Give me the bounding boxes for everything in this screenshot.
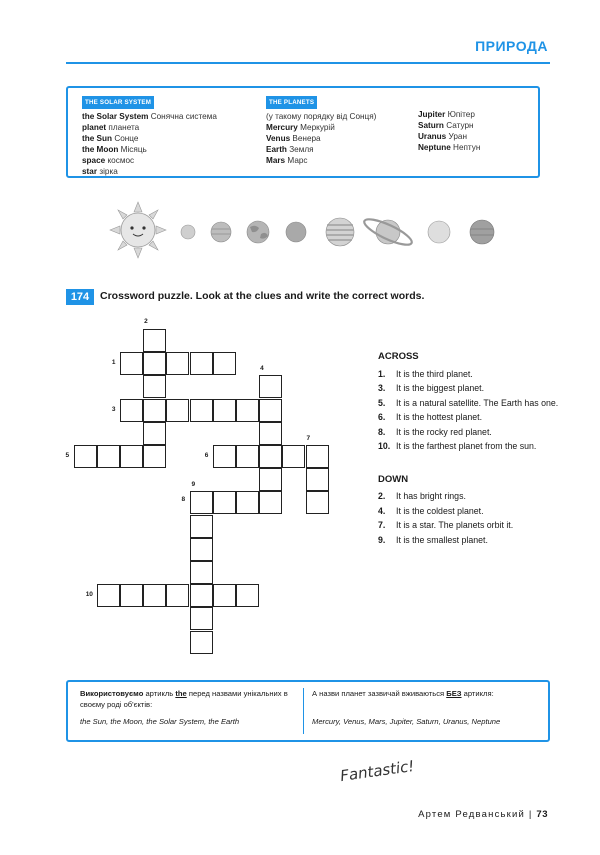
crossword-cell[interactable] bbox=[190, 491, 213, 514]
vocab-en: Saturn bbox=[418, 121, 444, 130]
crossword-clue-number: 10 bbox=[85, 591, 93, 599]
vocab-item bbox=[82, 111, 217, 122]
crossword-cell[interactable] bbox=[97, 584, 120, 607]
venus-icon bbox=[211, 222, 231, 242]
crossword-cell[interactable] bbox=[143, 422, 166, 445]
crossword-cell[interactable] bbox=[143, 399, 166, 422]
vocab-en: space bbox=[82, 156, 106, 165]
planets-illustration bbox=[108, 200, 508, 260]
note-right-text bbox=[312, 689, 542, 700]
crossword-clue-number: 3 bbox=[111, 405, 116, 413]
crossword-cell[interactable] bbox=[259, 399, 282, 422]
crossword-cell[interactable] bbox=[190, 631, 213, 654]
vocab-uk: космос bbox=[107, 156, 135, 165]
clue-text: It is the rocky red planet. bbox=[396, 426, 492, 437]
crossword-cell[interactable] bbox=[166, 399, 189, 422]
vocab-uk: Сонце bbox=[114, 134, 139, 143]
page-number: 73 bbox=[536, 809, 548, 820]
clue-number: 4. bbox=[378, 505, 386, 516]
vocab-en: star bbox=[82, 167, 98, 176]
section-title: ПРИРОДА bbox=[475, 38, 548, 54]
crossword-cell[interactable] bbox=[236, 445, 259, 468]
clue-text: It is the farthest planet from the sun. bbox=[396, 441, 537, 451]
vocab-en: the Sun bbox=[82, 134, 113, 143]
uranus-icon bbox=[428, 221, 450, 243]
vocab-en: the Moon bbox=[82, 145, 119, 154]
crossword-clue-number: 1 bbox=[111, 359, 116, 367]
note-right-example: Mercury, Venus, Mars, Jupiter, Saturn, Uranus, Neptune bbox=[312, 717, 501, 726]
crossword-cell[interactable] bbox=[190, 352, 213, 375]
vocab-planets-note: (у такому порядку від Сонця) bbox=[266, 112, 377, 121]
vocab-en: Earth bbox=[266, 145, 287, 154]
crossword-clue-number: 7 bbox=[306, 435, 311, 442]
vocab-uk: Уран bbox=[448, 132, 467, 141]
vocab-en: Mercury bbox=[266, 123, 298, 132]
crossword-cell[interactable] bbox=[166, 352, 189, 375]
crossword-clue-number: 6 bbox=[204, 452, 209, 459]
clue-text: It is the biggest planet. bbox=[396, 383, 485, 393]
note-left-text bbox=[80, 689, 290, 710]
note-right-emph: БЕЗ bbox=[446, 689, 462, 698]
vocab-item bbox=[418, 120, 480, 131]
vocab-en: the Solar System bbox=[82, 112, 149, 121]
vocab-item bbox=[82, 133, 217, 144]
clue-text: It is the hottest planet. bbox=[396, 412, 483, 422]
crossword-cell[interactable] bbox=[143, 375, 166, 398]
crossword-cell[interactable] bbox=[190, 538, 213, 561]
clue-number: 3. bbox=[378, 383, 386, 393]
vocab-solar-system bbox=[82, 96, 217, 177]
crossword-cell[interactable] bbox=[190, 561, 213, 584]
crossword-cell[interactable] bbox=[166, 584, 189, 607]
vocab-uk: Місяць bbox=[120, 145, 147, 154]
clue-text: It is a natural satellite. The Earth has one. bbox=[396, 397, 559, 408]
grammar-note-divider bbox=[303, 688, 304, 734]
crossword-cell[interactable] bbox=[236, 584, 259, 607]
note-left-emph: Використовуємо bbox=[80, 689, 144, 698]
crossword-cell[interactable] bbox=[143, 584, 166, 607]
crossword-cell[interactable] bbox=[190, 399, 213, 422]
vocab-uk: зірка bbox=[99, 167, 118, 176]
vocab-planets-2 bbox=[418, 109, 480, 153]
clue-text: It is the third planet. bbox=[396, 368, 473, 379]
crossword-cell[interactable] bbox=[143, 329, 166, 352]
crossword-cell[interactable] bbox=[120, 584, 143, 607]
clue-down bbox=[378, 504, 578, 519]
vocab-en: Venus bbox=[266, 134, 291, 143]
clue-across bbox=[378, 396, 578, 411]
fantastic-handwriting: Fantastic! bbox=[339, 756, 416, 786]
vocab-tag-planets: THE PLANETS bbox=[266, 96, 317, 109]
clue-number: 5. bbox=[378, 397, 386, 408]
vocab-item bbox=[82, 166, 217, 177]
clue-across bbox=[378, 425, 578, 440]
clue-number: 2. bbox=[378, 491, 386, 501]
clue-number: 1. bbox=[378, 368, 386, 379]
footer-author: Артем Редванський bbox=[418, 809, 526, 820]
crossword-cell[interactable] bbox=[97, 445, 120, 468]
vocab-uk: Сатурн bbox=[446, 121, 474, 130]
crossword-cell[interactable] bbox=[259, 468, 282, 491]
crossword-cell[interactable] bbox=[259, 491, 282, 514]
vocab-item bbox=[266, 133, 376, 144]
clues-panel bbox=[378, 350, 578, 547]
mercury-icon bbox=[181, 225, 195, 239]
crossword-clue-number: 9 bbox=[191, 481, 196, 489]
vocab-uk: Юпітер bbox=[447, 110, 475, 119]
vocab-item bbox=[82, 144, 217, 155]
crossword-cell[interactable] bbox=[236, 399, 259, 422]
crossword-cell[interactable] bbox=[259, 375, 282, 398]
clue-down bbox=[378, 489, 578, 504]
vocab-uk: Нептун bbox=[453, 143, 481, 152]
note-left-mid: артикль bbox=[143, 689, 176, 698]
clue-text: It is the coldest planet. bbox=[396, 505, 484, 516]
vocab-en: planet bbox=[82, 123, 107, 132]
exercise-number: 174 bbox=[66, 289, 94, 305]
vocab-uk: планета bbox=[108, 123, 140, 132]
vocab-uk: Сонячна система bbox=[150, 112, 217, 121]
crossword-cell[interactable] bbox=[213, 445, 236, 468]
crossword-cell[interactable] bbox=[190, 584, 213, 607]
note-left-end: перед назвами унікальних в своєму роді об'єктів: bbox=[80, 689, 288, 709]
clue-across bbox=[378, 410, 578, 425]
crossword-clue-number: 2 bbox=[144, 318, 148, 325]
crossword-cell[interactable] bbox=[213, 352, 236, 375]
saturn-icon bbox=[361, 215, 414, 250]
crossword-clue-number: 5 bbox=[65, 452, 70, 459]
crossword-cell[interactable] bbox=[143, 352, 166, 375]
crossword-cell[interactable] bbox=[306, 491, 329, 514]
clue-text: It is the smallest planet. bbox=[396, 534, 488, 545]
clue-down bbox=[378, 518, 578, 533]
vocab-tag-solar-system: THE SOLAR SYSTEM bbox=[82, 96, 154, 109]
clue-number: 8. bbox=[378, 426, 386, 437]
neptune-icon bbox=[470, 220, 494, 244]
note-right-start: А назви планет зазвичай вживаються bbox=[312, 689, 447, 698]
clue-text: It is a star. The planets orbit it. bbox=[396, 520, 514, 530]
vocab-item bbox=[82, 122, 217, 133]
exercise-title: Crossword puzzle. Look at the clues and write the correct words. bbox=[100, 290, 425, 302]
clue-text: It has bright rings. bbox=[396, 491, 466, 501]
vocab-item bbox=[266, 155, 376, 166]
note-left-the: the bbox=[175, 689, 187, 698]
crossword-cell[interactable] bbox=[236, 491, 259, 514]
sun-icon bbox=[110, 202, 166, 258]
crossword-cell[interactable] bbox=[143, 445, 166, 468]
clue-number: 9. bbox=[378, 534, 386, 545]
crossword-cell[interactable] bbox=[120, 399, 143, 422]
crossword-cell[interactable] bbox=[190, 607, 213, 630]
vocab-item bbox=[266, 144, 376, 155]
vocab-planets bbox=[266, 96, 376, 166]
vocab-uk: Меркурій bbox=[300, 123, 335, 132]
clue-across bbox=[378, 381, 578, 396]
crossword-cell[interactable] bbox=[306, 445, 329, 468]
crossword-cell[interactable] bbox=[120, 445, 143, 468]
vocab-en: Mars bbox=[266, 156, 286, 165]
vocab-en: Uranus bbox=[418, 132, 447, 141]
down-heading: DOWN bbox=[378, 473, 409, 485]
crossword-cell[interactable] bbox=[74, 445, 97, 468]
note-left-example: the Sun, the Moon, the Solar System, the Earth bbox=[80, 717, 240, 726]
clue-number: 10. bbox=[378, 441, 391, 451]
across-heading: ACROSS bbox=[378, 351, 419, 362]
crossword-cell[interactable] bbox=[259, 445, 282, 468]
crossword-clue-number: 4 bbox=[260, 365, 264, 373]
header-divider bbox=[66, 62, 550, 64]
crossword-cell[interactable] bbox=[213, 584, 236, 607]
page-footer bbox=[418, 809, 548, 820]
vocab-en: Jupiter bbox=[418, 110, 446, 119]
mars-icon bbox=[286, 222, 306, 242]
crossword-cell[interactable] bbox=[306, 468, 329, 491]
vocab-item bbox=[82, 155, 217, 166]
clue-down bbox=[378, 533, 578, 548]
crossword-cell[interactable] bbox=[213, 491, 236, 514]
clue-across bbox=[378, 367, 578, 382]
vocab-uk: Венера bbox=[292, 134, 321, 143]
vocab-item bbox=[418, 109, 480, 120]
footer-separator: | bbox=[528, 809, 533, 820]
vocab-uk: Земля bbox=[289, 145, 314, 154]
vocab-en: Neptune bbox=[418, 143, 451, 152]
note-right-end: артикля: bbox=[461, 689, 494, 698]
clue-across bbox=[378, 439, 578, 454]
clue-number: 7. bbox=[378, 520, 386, 530]
vocab-item bbox=[418, 142, 480, 153]
crossword-clue-number: 8 bbox=[181, 496, 186, 504]
vocab-item bbox=[266, 122, 376, 133]
jupiter-icon bbox=[326, 218, 354, 246]
crossword-cell[interactable] bbox=[120, 352, 143, 375]
vocab-uk: Марс bbox=[287, 156, 308, 165]
crossword-cell[interactable] bbox=[282, 445, 305, 468]
vocab-item bbox=[418, 131, 480, 142]
crossword-cell[interactable] bbox=[190, 515, 213, 538]
earth-icon bbox=[247, 221, 269, 243]
crossword-cell[interactable] bbox=[259, 422, 282, 445]
clue-number: 6. bbox=[378, 412, 386, 422]
crossword-cell[interactable] bbox=[213, 399, 236, 422]
